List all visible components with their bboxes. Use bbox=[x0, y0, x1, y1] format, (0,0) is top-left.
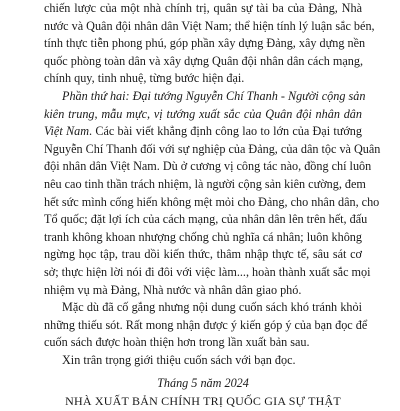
text-line: Mặc dù đã cố gắng nhưng nội dung cuốn sách khó tránh khỏi bbox=[62, 300, 362, 315]
text-line: chính quy, tinh nhuệ, từng bước hiện đại. bbox=[44, 71, 245, 86]
text-line: Xin trân trọng giới thiệu cuốn sách với bạn đọc. bbox=[62, 352, 296, 367]
text-line: hết sức mình cống hiến không mệt mỏi cho Đảng, cho nhân dân, cho bbox=[44, 194, 380, 209]
text-line: những thiếu sót. Rất mong nhận được ý kiến góp ý của bạn đọc để bbox=[44, 317, 368, 332]
text-line: ngừng học tập, trau dồi kiến thức, thâm nhập thực tế, sâu sát cơ bbox=[44, 247, 362, 262]
text-fragment: . Các bài viết khẳng định công lao to lớn của Đại tướng bbox=[89, 124, 362, 139]
text-line: tính thực tiễn phong phú, góp phần xây dựng Đảng, xây dựng nền bbox=[44, 36, 366, 51]
text-line bbox=[44, 123, 362, 141]
text-line: quốc phòng toàn dân và xây dựng Quân đội nhân dân cách mạng, bbox=[44, 53, 363, 68]
text-line: sở; thực hiện lời nói đi đôi với việc làm..., hoàn thành xuất sắc mọi bbox=[44, 264, 371, 279]
paragraph-3 bbox=[44, 299, 368, 352]
text-line: nêu cao tinh thần trách nhiệm, là người cộng sản kiên cường, đem bbox=[44, 176, 366, 191]
text-line: chiến lược của một nhà chính trị, quân sự tài ba của Đảng, Nhà bbox=[44, 1, 362, 15]
text-line: cuốn sách được hoàn thiện hơn trong lần xuất bản sau. bbox=[44, 335, 310, 350]
text-line: nước và Quân đội nhân dân Việt Nam; thể hiện tính lý luận sắc bén, bbox=[44, 18, 375, 33]
text-line: tranh không khoan nhượng chống chủ nghĩa cá nhân; luôn không bbox=[44, 229, 362, 244]
paragraph-2 bbox=[44, 88, 381, 299]
paragraph-1 bbox=[44, 0, 375, 88]
signature-date: Tháng 5 năm 2024 bbox=[157, 376, 249, 391]
text-line: nhiệm vụ mà Đảng, Nhà nước và nhân dân giao phó. bbox=[44, 282, 302, 297]
section-heading-line: Phần thứ hai: Đại tướng Nguyễn Chí Thanh - Người cộng sản bbox=[62, 88, 366, 103]
section-heading-end: Việt Nam bbox=[44, 124, 90, 139]
publisher-name: NHÀ XUẤT BẢN CHÍNH TRỊ QUỐC GIA SỰ THẬT bbox=[65, 394, 341, 409]
paragraph-4 bbox=[44, 352, 362, 370]
text-line: Tổ quốc; đặt lợi ích của cách mạng, của nhân dân lên trên hết, đấu bbox=[44, 212, 368, 227]
signature-block bbox=[44, 375, 362, 410]
text-line: đội nhân dân Việt Nam. Dù ở cương vị công tác nào, đồng chí luôn bbox=[44, 159, 372, 174]
section-heading-line: kiên trung, mẫu mực, vị tướng xuất sắc của Quân đội nhân dân bbox=[44, 106, 362, 121]
text-line: Nguyễn Chí Thanh đối với sự nghiệp của Đảng, của dân tộc và Quân bbox=[44, 141, 381, 156]
